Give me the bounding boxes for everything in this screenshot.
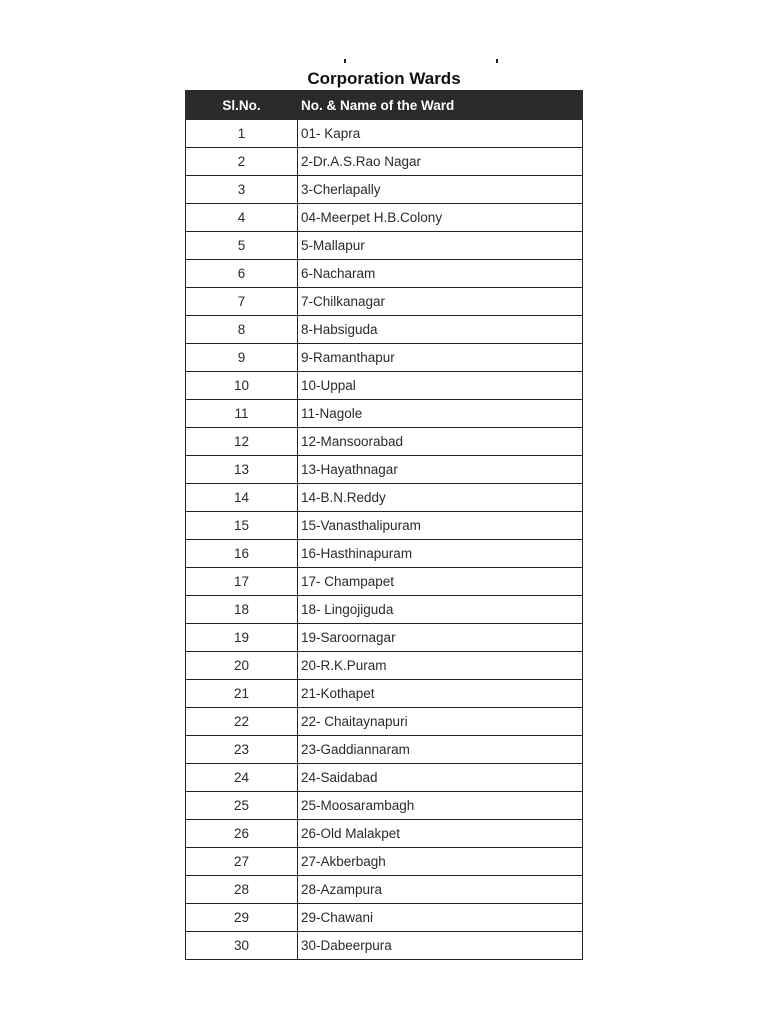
table-row: [186, 232, 583, 260]
serial-number-cell: 30: [186, 932, 298, 960]
clipped-heading-remnant: [186, 56, 582, 65]
ward-name-cell: 28-Azampura: [298, 876, 583, 904]
serial-number-cell: 4: [186, 204, 298, 232]
table-row: [186, 260, 583, 288]
ward-name-cell: 26-Old Malakpet: [298, 820, 583, 848]
serial-number-cell: 15: [186, 512, 298, 540]
serial-number-cell: 19: [186, 624, 298, 652]
ward-name-cell: 14-B.N.Reddy: [298, 484, 583, 512]
serial-number-cell: 13: [186, 456, 298, 484]
ward-name-cell: 5-Mallapur: [298, 232, 583, 260]
table-row: [186, 400, 583, 428]
column-header-serial: Sl.No.: [186, 91, 298, 120]
serial-number-cell: 7: [186, 288, 298, 316]
ward-name-cell: 9-Ramanthapur: [298, 344, 583, 372]
table-row: [186, 540, 583, 568]
clipped-glyph-mark: [344, 59, 346, 63]
table-row: [186, 568, 583, 596]
ward-name-cell: 6-Nacharam: [298, 260, 583, 288]
ward-name-cell: 16-Hasthinapuram: [298, 540, 583, 568]
serial-number-cell: 27: [186, 848, 298, 876]
table-row: [186, 792, 583, 820]
serial-number-cell: 24: [186, 764, 298, 792]
table-row: [186, 736, 583, 764]
table-row: [186, 848, 583, 876]
ward-name-cell: 3-Cherlapally: [298, 176, 583, 204]
serial-number-cell: 9: [186, 344, 298, 372]
table-row: [186, 652, 583, 680]
ward-name-cell: 01- Kapra: [298, 120, 583, 148]
table-row: [186, 316, 583, 344]
ward-name-cell: 25-Moosarambagh: [298, 792, 583, 820]
serial-number-cell: 10: [186, 372, 298, 400]
ward-name-cell: 23-Gaddiannaram: [298, 736, 583, 764]
table-row: [186, 512, 583, 540]
ward-name-cell: 20-R.K.Puram: [298, 652, 583, 680]
column-header-ward-name: No. & Name of the Ward: [298, 91, 583, 120]
serial-number-cell: 5: [186, 232, 298, 260]
serial-number-cell: 11: [186, 400, 298, 428]
table-row: [186, 932, 583, 960]
table-row: [186, 428, 583, 456]
ward-name-cell: 11-Nagole: [298, 400, 583, 428]
serial-number-cell: 22: [186, 708, 298, 736]
ward-name-cell: 15-Vanasthalipuram: [298, 512, 583, 540]
ward-name-cell: 17- Champapet: [298, 568, 583, 596]
serial-number-cell: 8: [186, 316, 298, 344]
serial-number-cell: 18: [186, 596, 298, 624]
table-header-row: [186, 91, 583, 120]
table-row: [186, 176, 583, 204]
serial-number-cell: 6: [186, 260, 298, 288]
serial-number-cell: 16: [186, 540, 298, 568]
ward-name-cell: 13-Hayathnagar: [298, 456, 583, 484]
serial-number-cell: 26: [186, 820, 298, 848]
ward-name-cell: 18- Lingojiguda: [298, 596, 583, 624]
serial-number-cell: 21: [186, 680, 298, 708]
serial-number-cell: 28: [186, 876, 298, 904]
ward-name-cell: 7-Chilkanagar: [298, 288, 583, 316]
table-row: [186, 708, 583, 736]
table-row: [186, 904, 583, 932]
table-row: [186, 204, 583, 232]
serial-number-cell: 17: [186, 568, 298, 596]
serial-number-cell: 29: [186, 904, 298, 932]
serial-number-cell: 25: [186, 792, 298, 820]
table-row: [186, 764, 583, 792]
serial-number-cell: 1: [186, 120, 298, 148]
ward-name-cell: 24-Saidabad: [298, 764, 583, 792]
page-title: Corporation Wards: [307, 69, 461, 88]
table-row: [186, 344, 583, 372]
table-row: [186, 624, 583, 652]
ward-name-cell: 04-Meerpet H.B.Colony: [298, 204, 583, 232]
table-row: [186, 596, 583, 624]
serial-number-cell: 20: [186, 652, 298, 680]
table-row: [186, 372, 583, 400]
serial-number-cell: 23: [186, 736, 298, 764]
serial-number-cell: 2: [186, 148, 298, 176]
table-row: [186, 680, 583, 708]
wards-table: [185, 90, 583, 960]
table-row: [186, 876, 583, 904]
table-row: [186, 484, 583, 512]
table-row: [186, 120, 583, 148]
table-row: [186, 456, 583, 484]
ward-name-cell: 29-Chawani: [298, 904, 583, 932]
ward-name-cell: 21-Kothapet: [298, 680, 583, 708]
ward-name-cell: 2-Dr.A.S.Rao Nagar: [298, 148, 583, 176]
serial-number-cell: 3: [186, 176, 298, 204]
ward-name-cell: 10-Uppal: [298, 372, 583, 400]
ward-name-cell: 19-Saroornagar: [298, 624, 583, 652]
table-body: [186, 120, 583, 960]
ward-name-cell: 12-Mansoorabad: [298, 428, 583, 456]
ward-name-cell: 8-Habsiguda: [298, 316, 583, 344]
ward-name-cell: 22- Chaitaynapuri: [298, 708, 583, 736]
ward-name-cell: 30-Dabeerpura: [298, 932, 583, 960]
ward-name-cell: 27-Akberbagh: [298, 848, 583, 876]
table-row: [186, 820, 583, 848]
table-row: [186, 148, 583, 176]
serial-number-cell: 12: [186, 428, 298, 456]
table-row: [186, 288, 583, 316]
serial-number-cell: 14: [186, 484, 298, 512]
clipped-glyph-mark: [496, 59, 498, 63]
